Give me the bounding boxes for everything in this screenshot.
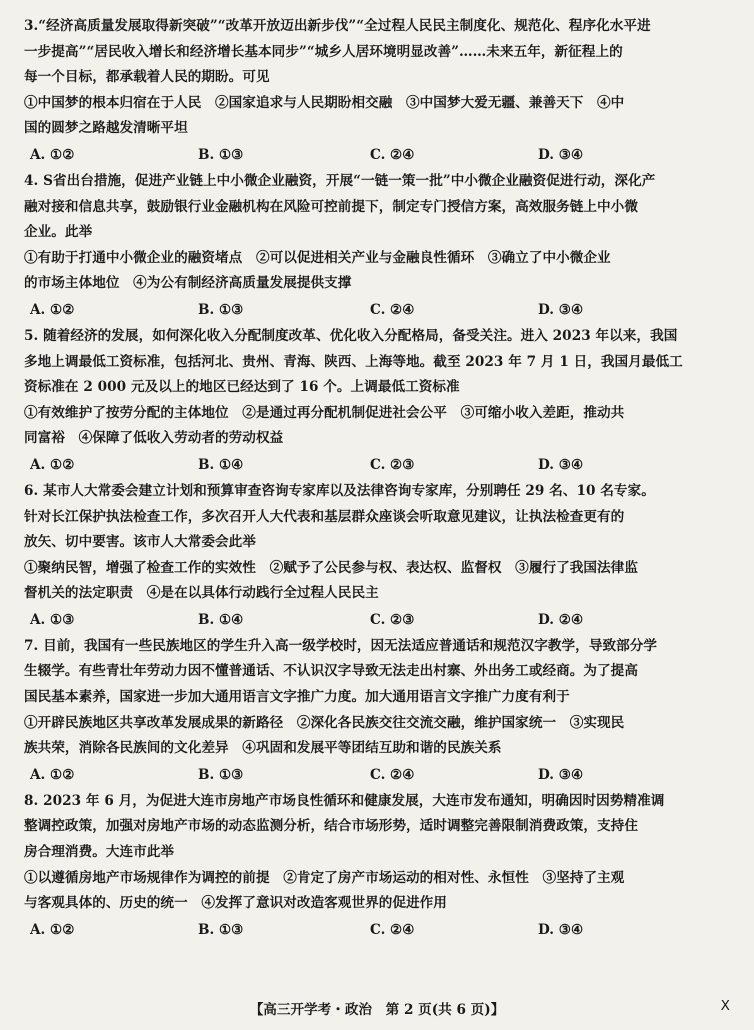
question-stem-line: 4. S省出台措施，促进产业链上中小微企业融资，开展“一链一策一批”中小微企业融资促进行动，深化产 xyxy=(24,172,656,189)
question-6 xyxy=(24,479,732,634)
question-statements-line: 的市场主体地位 ④为公有制经济高质量发展提供支撑 xyxy=(24,275,352,292)
question-statements-line: ①聚纳民智，增强了检查工作的实效性 ②赋予了公民参与权、表达权、监督权 ③履行了我国法律监 xyxy=(24,559,638,576)
question-statements-line: 国的圆梦之路越发清晰平坦 xyxy=(24,120,188,137)
question-statements-line: 族共荣，消除各民族间的文化差异 ④巩固和发展平等团结互助和谐的民族关系 xyxy=(24,740,502,757)
option-b: B. ①③ xyxy=(198,921,244,938)
question-stem-line: 多地上调最低工资标准，包括河北、贵州、青海、陕西、上海等地。截至 2023 年 7 月 1 日，我国月最低工 xyxy=(24,353,683,370)
question-stem-line: 一步提高”“居民收入增长和经济增长基本同步”“城乡人居环境明显改善”……未来五年，新征程上的 xyxy=(24,43,623,60)
option-d: D. ③④ xyxy=(538,456,584,473)
option-c: C. ②④ xyxy=(370,921,415,938)
answer-options xyxy=(24,762,732,789)
question-statements-line: 督机关的法定职责 ④是在以具体行动践行全过程人民民主 xyxy=(24,585,379,602)
question-5 xyxy=(24,324,732,479)
question-3 xyxy=(24,14,732,169)
question-stem-line: 7. 目前，我国有一些民族地区的学生升入高一级学校时，因无法适应普通话和规范汉字教学，导致部分学 xyxy=(24,637,658,654)
question-8 xyxy=(24,789,732,944)
option-a: A. ①② xyxy=(30,301,75,318)
option-c: C. ②③ xyxy=(370,456,415,473)
option-a: A. ①③ xyxy=(30,611,75,628)
question-stem-line: 国民基本素养，国家进一步加大通用语言文字推广力度。加大通用语言文字推广力度有利于 xyxy=(24,689,570,706)
option-c: C. ②④ xyxy=(370,301,415,318)
question-stem-line: 每一个目标，都承载着人民的期盼。可见 xyxy=(24,69,270,86)
option-d: D. ③④ xyxy=(538,301,584,318)
option-b: B. ①④ xyxy=(198,456,244,473)
answer-options xyxy=(24,917,732,944)
question-statements-line: ①有效维护了按劳分配的主体地位 ②是通过再分配机制促进社会公平 ③可缩小收入差距，推动共 xyxy=(24,404,625,421)
question-stem-line: 3.“经济高质量发展取得新突破”“改革开放迈出新步伐”“全过程人民民主制度化、规范化、程序化水平进 xyxy=(24,18,651,34)
option-b: B. ①③ xyxy=(198,301,244,318)
option-c: C. ②④ xyxy=(370,766,415,783)
answer-options xyxy=(24,297,732,324)
question-stem-line: 资标准在 2 000 元及以上的地区已经达到了 16 个。上调最低工资标准 xyxy=(24,379,460,396)
option-a: A. ①② xyxy=(30,766,75,783)
question-stem-line: 8. 2023 年 6 月，为促进大连市房地产市场良性循环和健康发展，大连市发布通知，明确因时因势精准调 xyxy=(24,792,665,809)
question-4 xyxy=(24,169,732,324)
option-d: D. ③④ xyxy=(538,766,584,783)
question-stem-line: 放矢、切中要害。该市人大常委会此举 xyxy=(24,534,256,551)
question-statements-line: ①开辟民族地区共享改革发展成果的新路径 ②深化各民族交往交流交融，维护国家统一 ③实现民 xyxy=(24,714,625,731)
question-stem-line: 6. 某市人大常委会建立计划和预算审查咨询专家库以及法律咨询专家库，分别聘任 29 名、10 名专家。 xyxy=(24,482,655,499)
answer-options xyxy=(24,452,732,479)
option-b: B. ①③ xyxy=(198,766,244,783)
question-statements-line: 同富裕 ④保障了低收入劳动者的劳动权益 xyxy=(24,430,284,447)
question-stem-line: 融对接和信息共享，鼓励银行业金融机构在风险可控前提下，制定专门授信方案，高效服务链上中小微 xyxy=(24,198,638,215)
question-stem-line: 整调控政策，加强对房地产市场的动态监测分析，结合市场形势，适时调整完善限制消费政策，支持住 xyxy=(24,818,638,835)
question-stem-line: 生辍学。有些青壮年劳动力因不懂普通话、不认识汉字导致无法走出村寨、外出务工或经商。为了提高 xyxy=(24,663,638,680)
question-statements-line: ①以遵循房地产市场规律作为调控的前提 ②肯定了房产市场运动的相对性、永恒性 ③坚持了主观 xyxy=(24,869,625,886)
answer-options xyxy=(24,142,732,169)
page-footer: 【高三开学考・政治 第 2 页(共 6 页)】 xyxy=(249,1002,505,1018)
option-a: A. ①② xyxy=(30,456,75,473)
option-d: D. ②④ xyxy=(538,611,584,628)
answer-options xyxy=(24,607,732,634)
option-c: C. ②④ xyxy=(370,146,415,163)
question-statements-line: ①有助于打通中小微企业的融资堵点 ②可以促进相关产业与金融良性循环 ③确立了中小微企业 xyxy=(24,249,611,266)
question-stem-line: 房合理消费。大连市此举 xyxy=(24,844,175,861)
question-stem-line: 针对长江保护执法检查工作，多次召开人大代表和基层群众座谈会听取意见建议，让执法检查更有的 xyxy=(24,508,625,525)
option-d: D. ③④ xyxy=(538,921,584,938)
option-d: D. ③④ xyxy=(538,146,584,163)
question-stem-line: 企业。此举 xyxy=(24,224,93,241)
option-a: A. ①② xyxy=(30,146,75,163)
footer-mark: X xyxy=(720,998,730,1014)
question-7 xyxy=(24,634,732,789)
option-b: B. ①③ xyxy=(198,146,244,163)
option-a: A. ①② xyxy=(30,921,75,938)
option-c: C. ②③ xyxy=(370,611,415,628)
question-statements-line: 与客观具体的、历史的统一 ④发挥了意识对改造客观世界的促进作用 xyxy=(24,895,447,912)
question-stem-line: 5. 随着经济的发展，如何深化收入分配制度改革、优化收入分配格局，备受关注。进入 2023 年以来，我国 xyxy=(24,327,678,344)
question-statements-line: ①中国梦的根本归宿在于人民 ②国家追求与人民期盼相交融 ③中国梦大爱无疆、兼善天下 ④中 xyxy=(24,94,625,111)
option-b: B. ①④ xyxy=(198,611,244,628)
